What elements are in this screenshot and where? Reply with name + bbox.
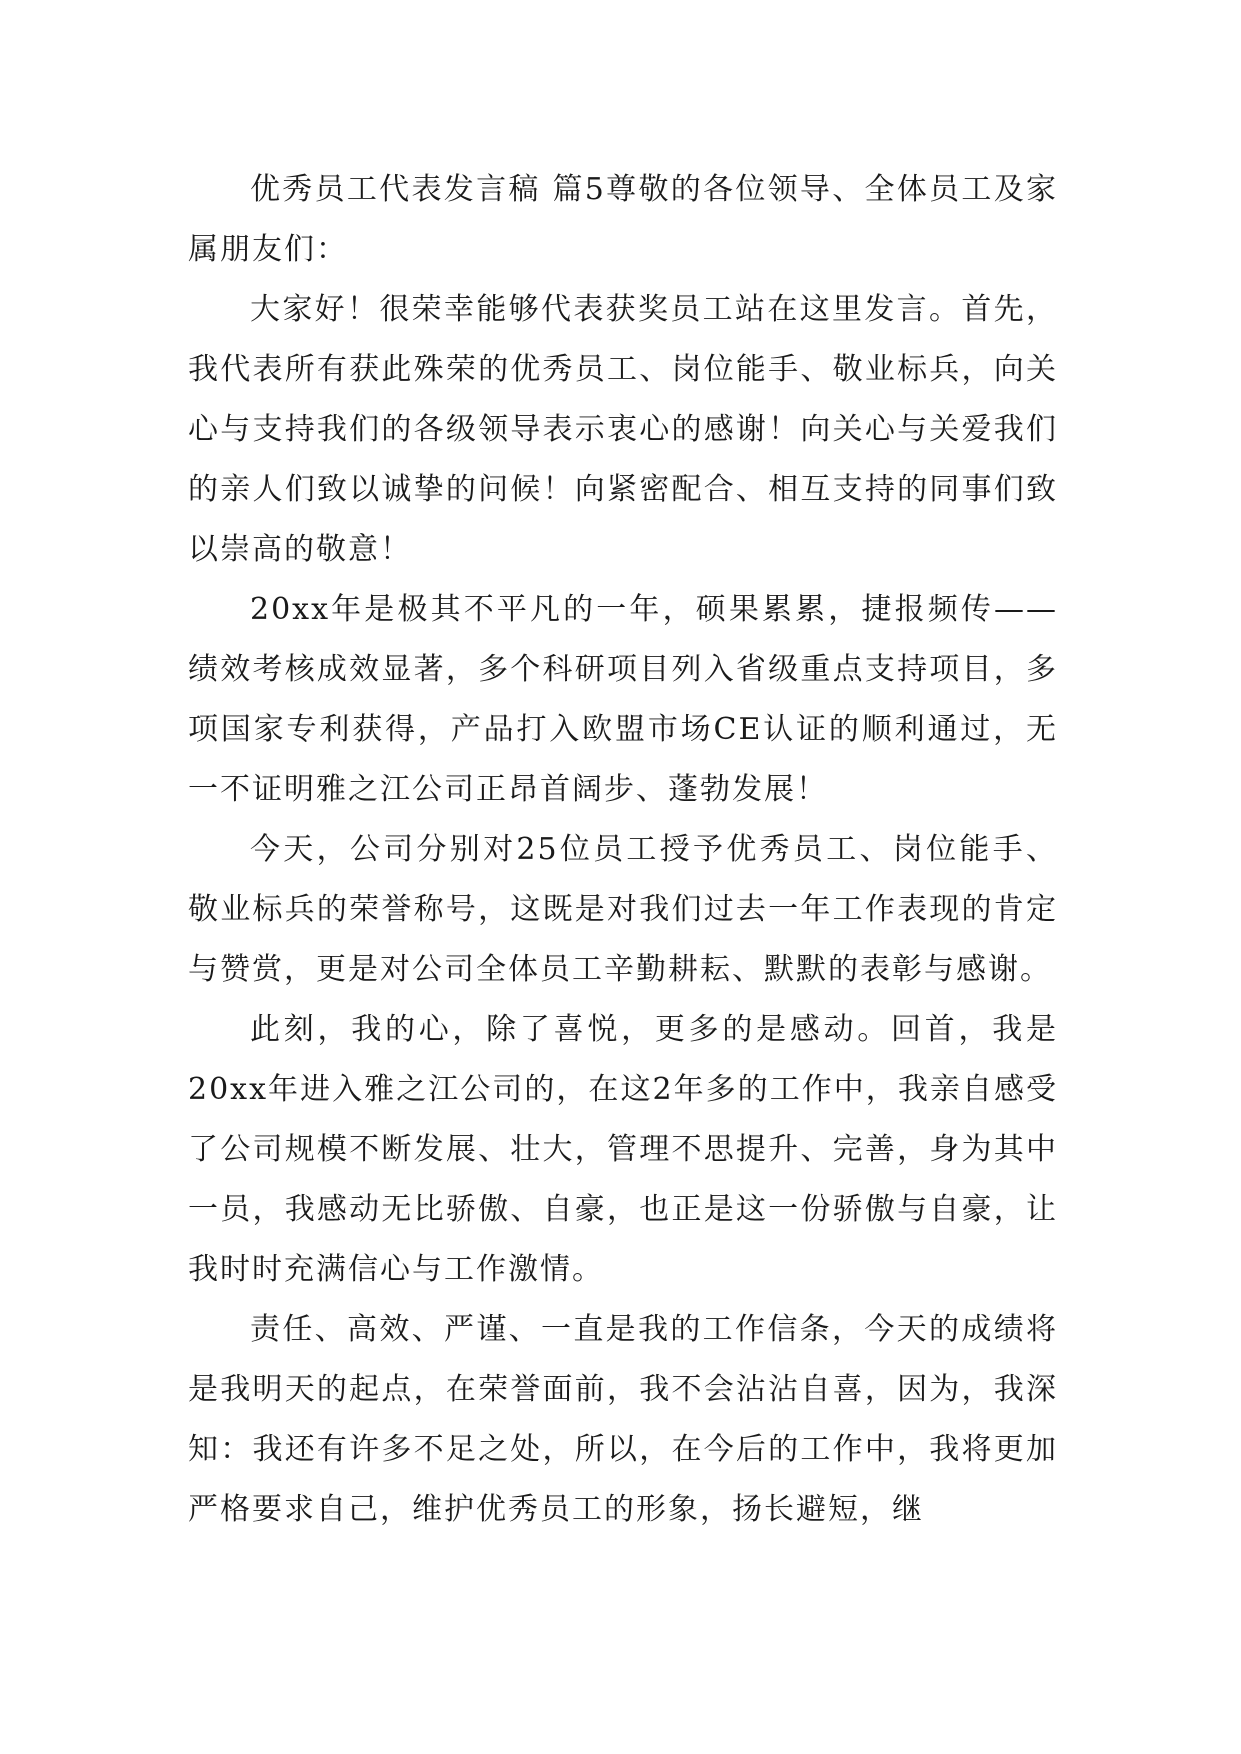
document-body [188, 160, 1058, 1540]
paragraph-opening-thanks: 大家好！很荣幸能够代表获奖员工站在这里发言。首先，我代表所有获此殊荣的优秀员工、岗位能手、敬业标兵，向关心与支持我们的各级领导表示衷心的感谢！向关心与关爱我们的亲人们致以诚挚的问候！向紧密配合、相互支持的同事们致以崇高的敬意！ [188, 292, 1058, 567]
paragraph-reflection: 此刻，我的心，除了喜悦，更多的是感动。回首，我是20xx年进入雅之江公司的，在这2年多的工作中，我亲自感受了公司规模不断发展、壮大，管理不思提升、完善，身为其中一员，我感动无比骄傲、自豪，也正是这一份骄傲与自豪，让我时时充满信心与工作激情。 [188, 1012, 1058, 1287]
paragraph-achievements: 20xx年是极其不平凡的一年，硕果累累，捷报频传——绩效考核成效显著，多个科研项目列入省级重点支持项目，多项国家专利获得，产品打入欧盟市场CE认证的顺利通过，无一不证明雅之江公司正昂首阔步、蓬勃发展！ [188, 592, 1058, 807]
paragraph-title-greeting: 优秀员工代表发言稿 篇5尊敬的各位领导、全体员工及家属朋友们： [188, 172, 1058, 267]
paragraph-honors: 今天，公司分别对25位员工授予优秀员工、岗位能手、敬业标兵的荣誉称号，这既是对我们过去一年工作表现的肯定与赞赏，更是对公司全体员工辛勤耕耘、默默的表彰与感谢。 [188, 832, 1058, 987]
paragraph-commitment: 责任、高效、严谨、一直是我的工作信条，今天的成绩将是我明天的起点，在荣誉面前，我不会沾沾自喜，因为，我深知：我还有许多不足之处，所以，在今后的工作中，我将更加严格要求自己，维护优秀员工的形象，扬长避短，继 [188, 1312, 1058, 1527]
